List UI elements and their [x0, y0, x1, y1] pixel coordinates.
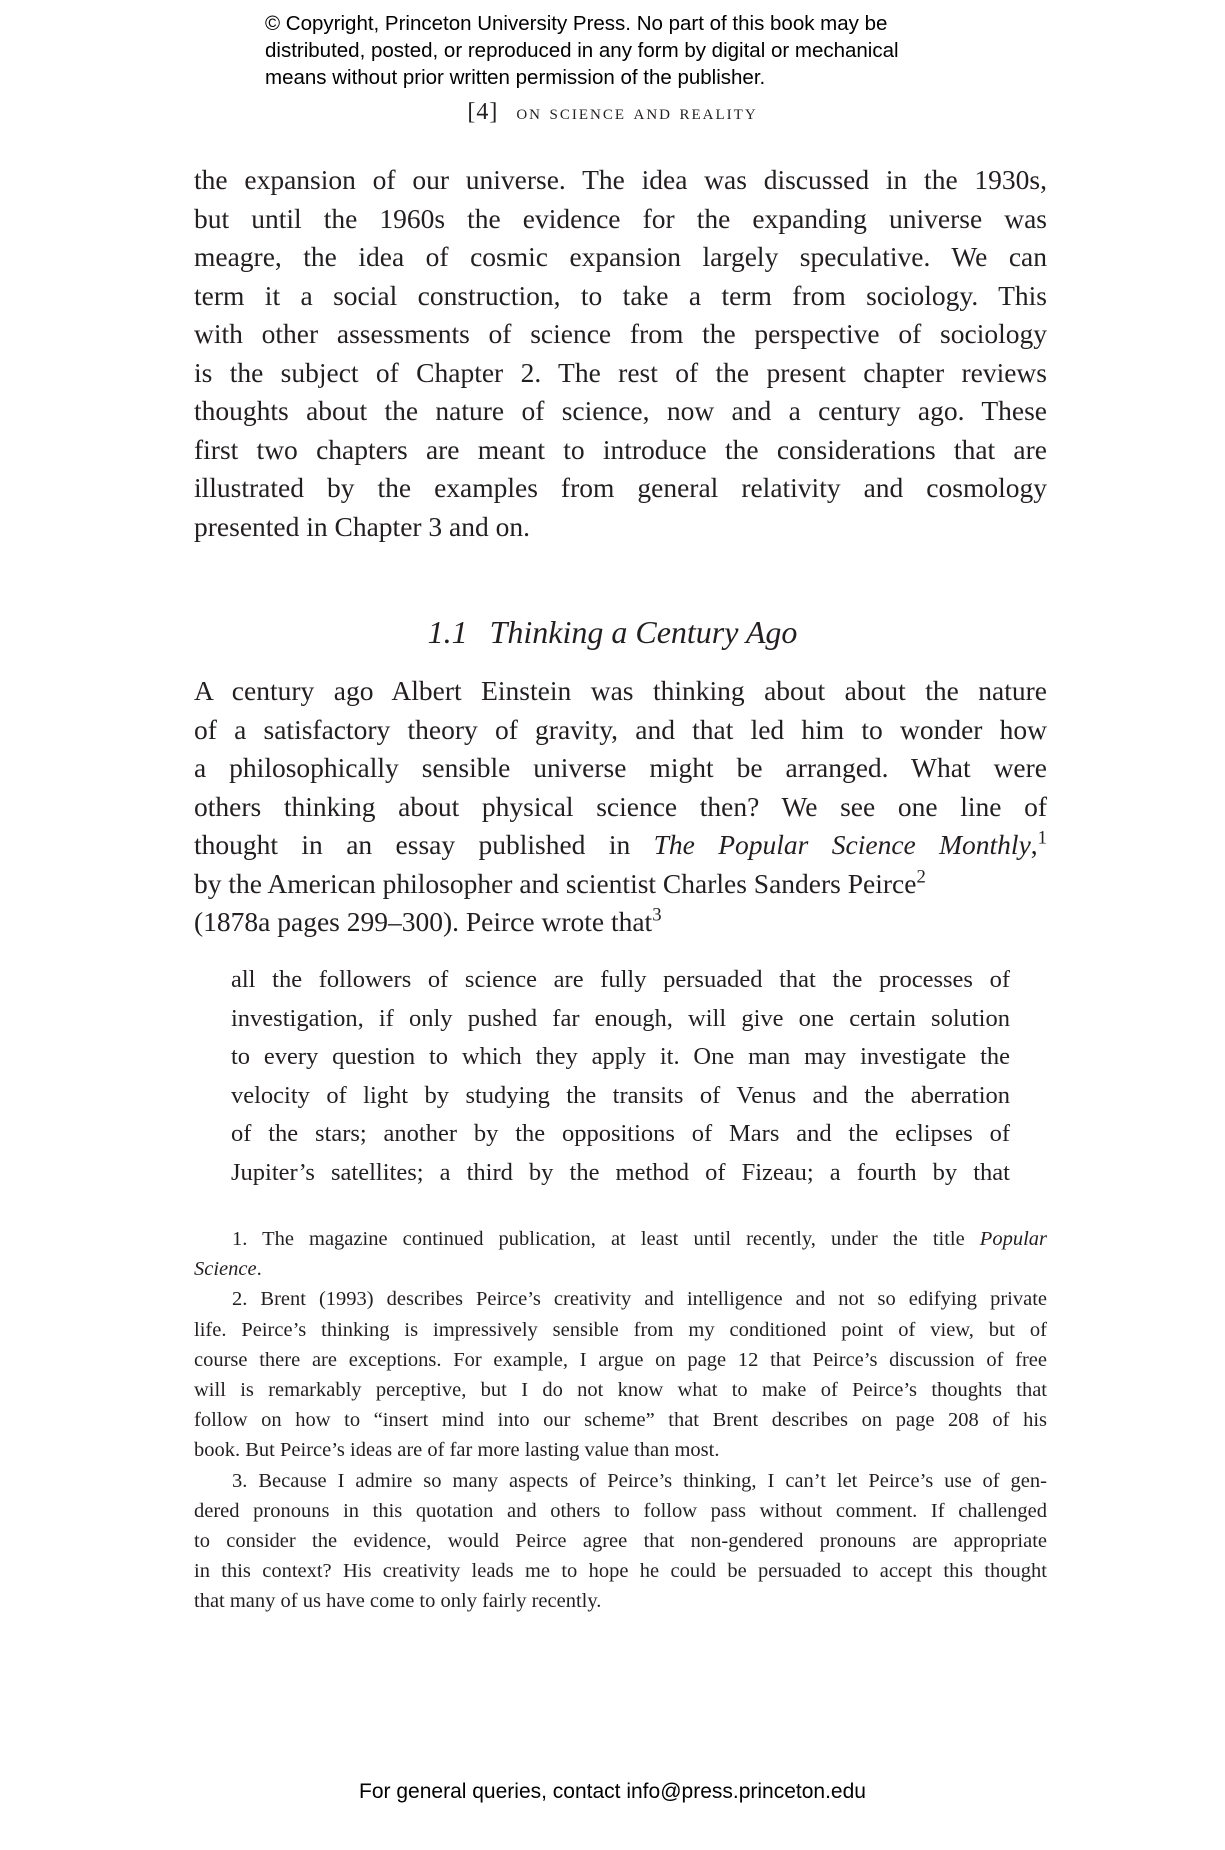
- quote-line: [231, 1077, 1010, 1116]
- text-run: that many of us have come to only fairly recently.: [194, 1590, 602, 1613]
- quote-line: [231, 1038, 1010, 1077]
- text-run: investigation, if only pushed far enough, will give one certain solution: [231, 1004, 1010, 1032]
- text-run: 1. The magazine continued publication, at least until recently, under the title: [232, 1228, 980, 1250]
- footnotes-line: [194, 1496, 1047, 1526]
- footnotes-line: [194, 1284, 1047, 1314]
- footnotes-line: [194, 1224, 1047, 1254]
- page-number: [4]: [467, 99, 499, 125]
- footnote-marker: 2: [916, 866, 926, 888]
- para2-line: [194, 749, 1047, 788]
- para1-line: [194, 315, 1047, 354]
- running-head: [0, 99, 1225, 126]
- text-run: a philosophically sensible universe might be arranged. What were: [194, 752, 1047, 783]
- footnotes-line: [194, 1405, 1047, 1435]
- text-run: meagre, the idea of cosmic expansion largely speculative. We can: [194, 241, 1047, 272]
- text-run: with other assessments of science from the perspective of sociology: [194, 318, 1047, 349]
- para1-line: [194, 508, 1047, 547]
- text-run: but until the 1960s the evidence for the expanding universe was: [194, 202, 1047, 234]
- footnotes-line: [194, 1254, 1047, 1284]
- footnotes-line: [194, 1435, 1047, 1465]
- para2-line: [194, 903, 1047, 942]
- text-run: 2. Brent (1993) describes Peirce’s creativity and intelligence and not so edifying private: [232, 1288, 1047, 1311]
- text-run: course there are exceptions. For example, I argue on page 12 that Peirce’s discussion of free: [194, 1348, 1047, 1371]
- text-run: all the followers of science are fully persuaded that the processes of: [231, 966, 1010, 993]
- para2-line: [194, 672, 1047, 711]
- text-run: A century ago Albert Einstein was thinking about about the nature: [194, 675, 1047, 706]
- copyright-line: © Copyright, Princeton University Press. No part of this book may be: [265, 12, 888, 35]
- text-run: in this context? His creativity leads me to hope he could be persuaded to accept this thought: [194, 1560, 1047, 1583]
- text-run: the expansion of our universe. The idea was discussed in the 1930s,: [194, 164, 1047, 195]
- quote-line: [231, 1115, 1010, 1154]
- footnotes-line: [194, 1556, 1047, 1586]
- text-run: to consider the evidence, would Peirce agree that non-gendered pronouns are appropriate: [194, 1530, 1047, 1553]
- para1-line: [194, 431, 1047, 470]
- section-title: Thinking a Century Ago: [489, 614, 798, 650]
- quote-line: [231, 1154, 1010, 1193]
- text-run: velocity of light by studying the transits of Venus and the aberration: [231, 1081, 1010, 1109]
- para1-line: [194, 392, 1047, 431]
- para1-line: [194, 200, 1047, 239]
- text-run: follow on how to “insert mind into our scheme” that Brent describes on page 208 of his: [194, 1409, 1047, 1432]
- quote-line: [231, 961, 1010, 1000]
- footnote-marker: 1: [1037, 827, 1047, 849]
- running-head-title: on science and reality: [516, 99, 758, 124]
- italic-text: Science: [194, 1258, 257, 1281]
- copyright-line: distributed, posted, or reproduced in any form by digital or mechanical: [265, 39, 899, 62]
- copyright-notice: [265, 10, 899, 91]
- italic-text: Popular: [979, 1228, 1047, 1250]
- para1-line: [194, 277, 1047, 316]
- para1-line: [194, 161, 1047, 200]
- para2-line: [194, 788, 1047, 827]
- footnotes-line: [194, 1375, 1047, 1405]
- footnotes: [194, 1224, 1047, 1617]
- text-run: .: [256, 1258, 262, 1281]
- text-run: of a satisfactory theory of gravity, and that led him to wonder how: [194, 713, 1047, 745]
- text-run: thoughts about the nature of science, now and a century ago. These: [194, 395, 1047, 426]
- text-run: will is remarkably perceptive, but I do not know what to make of Peirce’s thoughts that: [194, 1379, 1047, 1402]
- text-run: presented in Chapter 3 and on.: [194, 510, 531, 542]
- footnotes-line: [194, 1586, 1047, 1616]
- text-run: of the stars; another by the oppositions of Mars and the eclipses of: [231, 1120, 1010, 1148]
- section-heading: [0, 614, 1225, 651]
- para1-line: [194, 238, 1047, 277]
- para1-line: [194, 469, 1047, 508]
- paragraph-2: [194, 672, 1047, 942]
- text-run: others thinking about physical science then? We see one line of: [194, 790, 1047, 822]
- para2-line: [194, 711, 1047, 750]
- para2-line: [194, 865, 1047, 904]
- footnote-marker: 3: [652, 904, 662, 926]
- paragraph-1: [194, 161, 1047, 546]
- block-quote: [231, 961, 1010, 1193]
- text-run: to every question to which they apply it. One man may investigate the: [231, 1043, 1010, 1071]
- text-run: life. Peirce’s thinking is impressively sensible from my conditioned point of view, but of: [194, 1318, 1047, 1341]
- text-run: term it a social construction, to take a term from sociology. This: [194, 279, 1047, 311]
- para2-line: [194, 826, 1047, 865]
- section-number: 1.1: [427, 614, 468, 650]
- italic-text: The Popular Science Monthly: [653, 829, 1031, 860]
- text-run: book. But Peirce’s ideas are of far more lasting value than most.: [194, 1439, 720, 1462]
- copyright-line: means without prior written permission of the publisher.: [265, 66, 766, 89]
- footnotes-line: [194, 1345, 1047, 1375]
- footer-contact: For general queries, contact info@press.princeton.edu: [359, 1780, 866, 1803]
- text-run: illustrated by the examples from general relativity and cosmology: [194, 472, 1047, 503]
- text-run: first two chapters are meant to introduce the considerations that are: [194, 433, 1047, 465]
- footnotes-line: [194, 1315, 1047, 1345]
- text-run: ,: [1030, 829, 1038, 860]
- text-run: (1878a pages 299–300). Peirce wrote that: [194, 906, 653, 937]
- text-run: Jupiter’s satellites; a third by the method of Fizeau; a fourth by that: [231, 1158, 1010, 1186]
- footnotes-line: [194, 1526, 1047, 1556]
- text-run: by the American philosopher and scientist Charles Sanders Peirce: [194, 867, 917, 899]
- text-run: is the subject of Chapter 2. The rest of the present chapter reviews: [194, 356, 1047, 388]
- text-run: dered pronouns in this quotation and others to follow pass without comment. If challenged: [194, 1499, 1047, 1522]
- text-run: 3. Because I admire so many aspects of Peirce’s thinking, I can’t let Peirce’s use of gen-: [232, 1469, 1047, 1492]
- quote-line: [231, 1000, 1010, 1039]
- text-run: thought in an essay published in: [194, 829, 654, 860]
- para1-line: [194, 354, 1047, 393]
- footnotes-line: [194, 1466, 1047, 1496]
